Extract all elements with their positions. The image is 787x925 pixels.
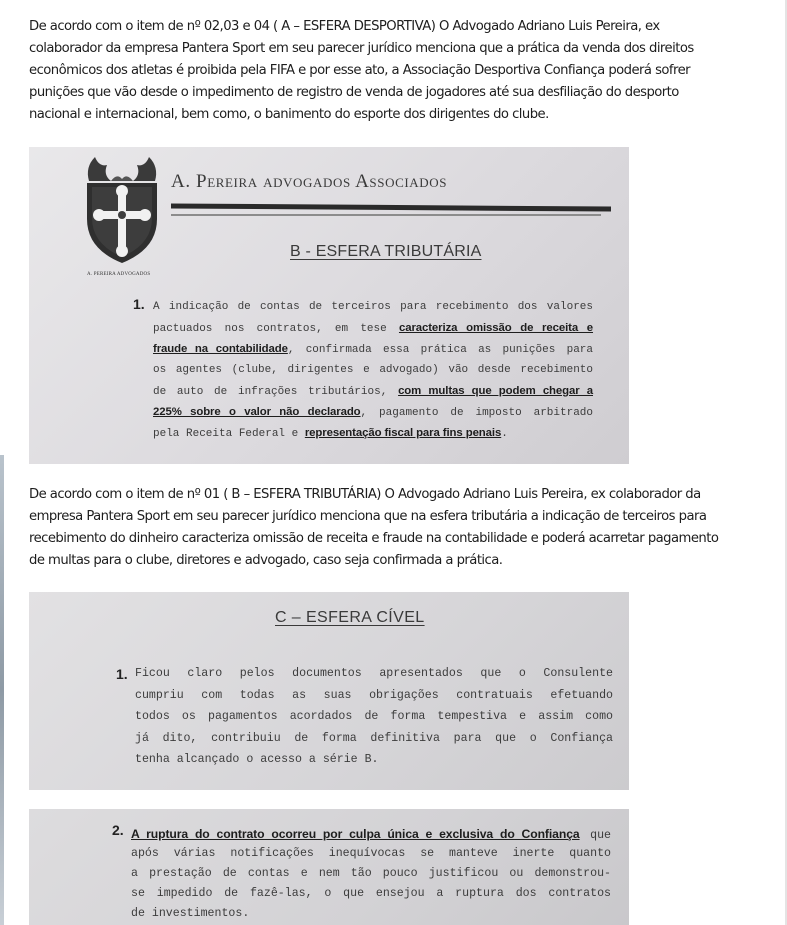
text-line: se impedido de fazê-las, o que ensejou a ruptura dos contratos [131, 887, 611, 900]
document-photo-tributaria [29, 147, 629, 464]
text-line: após várias notificações inequívocas se manteve inerte quanto [131, 847, 611, 860]
text-segment: , confirmada essa prática as punições para [287, 344, 593, 356]
crest-caption: A. PEREIRA ADVOGADOS [87, 272, 151, 277]
text-emphasis: fraude na contabilidade [153, 343, 288, 355]
section-heading-civel: C – ESFERA CÍVEL [275, 609, 425, 626]
item-number: 1. [133, 296, 145, 312]
paragraph-desportiva: De acordo com o item de nº 02,03 e 04 ( A – ESFERA DESPORTIVA) O Advogado Adriano Luis Pereira, ex colaborador da empresa Pantera Sport em seu parecer jurídico menciona que a prática da venda dos direitos econômicos dos atletas é proibida pela FIFA e por esse ato, a Associação Desportiva Confiança poderá sofrer punições que vão desde o impedimento de registro de venda de jogadores até sua desfiliação do desporto nacional e internacional, bem como, o banimento do esporte dos dirigentes do clube. [29, 19, 694, 122]
item-number: 2. [112, 822, 124, 838]
item-text-tributaria [153, 301, 593, 448]
text-line [153, 322, 593, 343]
section-heading-tributaria: B - ESFERA TRIBUTÁRIA [290, 243, 482, 260]
text-line: a prestação de contas e nem tão pouco justificou ou demonstrou- [131, 867, 611, 880]
text-segment: pactuados nos contratos, em tese [153, 323, 387, 335]
text-line: já dito, contribuiu de forma definitiva para que o Confiança [135, 731, 613, 745]
text-line: todos os pagamentos acordados de forma tempestiva e assim como [135, 710, 613, 723]
text-segment: , pagamento de imposto arbitrado [360, 407, 593, 419]
text-line [153, 385, 593, 406]
background-strip [0, 455, 4, 925]
text-line: de investimentos. [131, 907, 250, 920]
text-line: tenha alcançado o acesso a série B. [135, 753, 379, 766]
text-emphasis: com multas que podem chegar a [398, 385, 593, 397]
text-line [153, 427, 593, 448]
text-segment: que [590, 829, 611, 842]
item-text-civel [135, 667, 613, 775]
text-line [153, 343, 593, 364]
letterhead-rule-thin [171, 214, 601, 216]
text-line: A indicação de contas de terceiros para recebimento dos valores [153, 301, 593, 313]
text-emphasis: A ruptura do contrato ocorreu por culpa única e exclusiva do Confiança [131, 827, 580, 841]
text-segment: de auto de infrações tributários, [153, 386, 388, 398]
text-line [153, 406, 593, 427]
text-emphasis: 225% sobre o valor não declarado [153, 406, 361, 418]
text-segment: pela Receita Federal e [153, 428, 299, 440]
item-text-ruptura [131, 827, 611, 925]
text-emphasis: representação fiscal para fins penais [304, 427, 502, 439]
firm-name: A. Pereira advogados Associados [171, 171, 448, 192]
paragraph-tributaria: De acordo com o item de nº 01 ( B – ESFERA TRIBUTÁRIA) O Advogado Adriano Luis Pereira, ex colaborador da empresa Pantera Sport em seu parecer jurídico menciona que na esfera tributária a indicação de terceiros para recebimento do dinheiro caracteriza omissão de receita e fraude na contabilidade e poderá acarretar pagamento de multas para o clube, diretores e advogado, caso seja confirmada a prática. [29, 487, 719, 568]
law-firm-crest-logo [81, 153, 163, 267]
document-photo-ruptura [29, 809, 629, 925]
item-number: 1. [116, 666, 128, 682]
text-emphasis: caracteriza omissão de receita e [398, 322, 594, 334]
document-photo-civel [29, 592, 629, 790]
text-line: os agentes (clube, dirigentes e advogado) vão desde recebimento [153, 364, 593, 376]
text-line: cumpriu com todas as suas obrigações contratuais efetuando [135, 688, 613, 702]
letterhead-rule [171, 203, 611, 211]
text-segment: . [501, 428, 508, 440]
text-line [131, 827, 611, 847]
text-line: Ficou claro pelos documentos apresentados que o Consulente [135, 667, 613, 680]
